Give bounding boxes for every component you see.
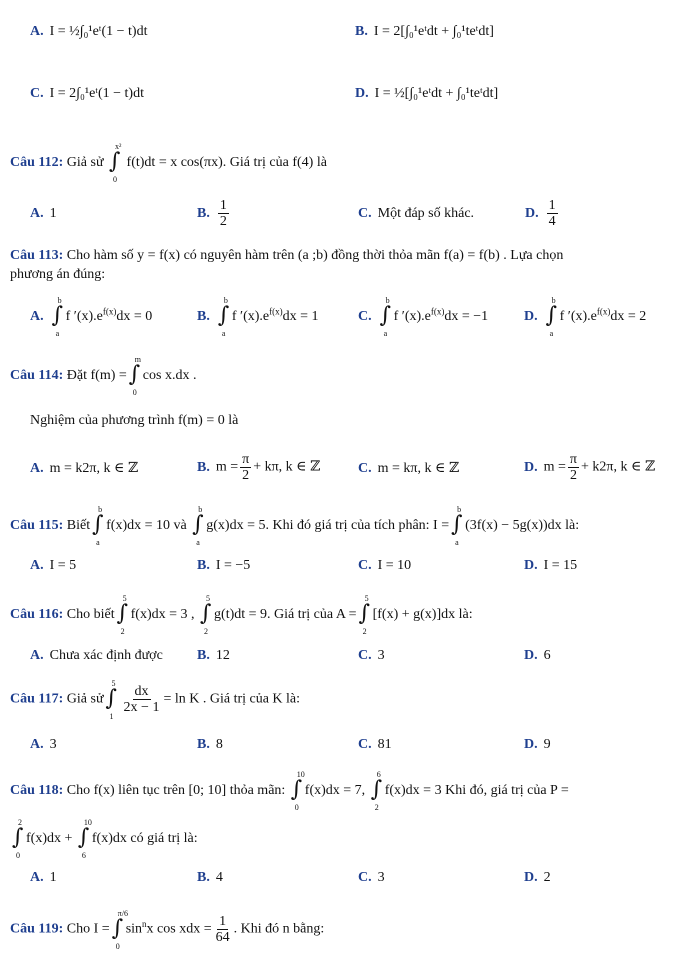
q115-option-c[interactable]: C. I = 10: [358, 558, 412, 573]
q118-option-b[interactable]: B. 4: [197, 870, 223, 885]
q115-label: Câu 115:: [10, 518, 64, 534]
q112-stem: [0, 140, 700, 184]
q112-option-b[interactable]: B. $\frac{1}{2}$: [197, 198, 227, 229]
q116-option-d[interactable]: D. 6: [524, 648, 551, 663]
q113-option-b[interactable]: B. ∫ b a f $'(x).e^{f(x)}dx = 1$: [197, 296, 319, 338]
q118-stem-2: ∫ 2 0 f(x)dx + ∫ 10 6 f(x)dx có giá trị là:: [12, 818, 198, 860]
q113-text: Cho hàm số y = f(x) có nguyên hàm trên (a ;b) đồng thời thỏa mãn f(a) = f(b) . Lựa chọn: [66, 248, 564, 263]
q112-tail: . Giá trị của f(4) là: [222, 155, 327, 171]
q114-option-d[interactable]: D. m = $\frac{\pi}{2}$ + k2π, k ∈ ℤ: [524, 452, 656, 483]
q117-option-b[interactable]: B. 8: [197, 737, 223, 752]
q112-lead: Giả sử: [66, 155, 104, 171]
q111-option-c[interactable]: C. I = 2∫₀¹eᵗ(1 − t)dt: [30, 86, 144, 101]
q113-text-2: phương án đúng:: [10, 267, 106, 282]
q111-options-row-2: [0, 80, 700, 116]
q115-option-a[interactable]: A. I = 5: [30, 558, 77, 573]
q115-stem: Câu 115: Biết ∫ b a f(x)dx = 10 và ∫ b a g(x)dx = 5. Khi đó giá trị của tích phân: I = ∫ b a (3f(x) − 5g(x))dx là:: [10, 505, 580, 547]
q117-label: Câu 117:: [10, 691, 64, 707]
q113-option-c[interactable]: C. ∫ b a f $'(x).e^{f(x)}dx = -1$: [358, 296, 489, 338]
q111-option-b[interactable]: B. I = 2[∫₀¹eᵗdt + ∫₀¹teᵗdt]: [355, 24, 494, 39]
q112-option-a[interactable]: A. 1: [30, 206, 57, 221]
q114-stem: Câu 114: Đặt f(m) = ∫ m 0 cos x.dx .: [10, 355, 197, 397]
q113-options: [0, 296, 700, 338]
q118-option-c[interactable]: C. 3: [358, 870, 385, 885]
q114-options: [0, 452, 700, 488]
q117-option-c[interactable]: C. 81: [358, 737, 392, 752]
q116-options: [0, 648, 700, 668]
q113-label: Câu 113:: [10, 248, 64, 263]
q114-option-b[interactable]: B. m = $\frac{\pi}{2}$ + kπ, k ∈ ℤ: [197, 452, 321, 483]
q114-option-c[interactable]: C. m = kπ, k ∈ ℤ: [358, 461, 460, 476]
q118-stem: Câu 118: Cho f(x) liên tục trên [0; 10] thỏa mãn: ∫ 10 0 f(x)dx = 7, ∫ 6 2 f(x)dx = 3 Khi đó, giá trị của P =: [10, 770, 569, 812]
q118-option-d[interactable]: D. 2: [524, 870, 551, 885]
q116-option-c[interactable]: C. 3: [358, 648, 385, 663]
q112-option-c[interactable]: C. Một đáp số khác.: [358, 206, 475, 221]
q118-label: Câu 118:: [10, 783, 64, 799]
q115-option-b[interactable]: B. I = −5: [197, 558, 251, 573]
q112-option-d[interactable]: D. $\frac{1}{4}$: [525, 198, 556, 229]
q115-options: [0, 558, 700, 578]
q112-options: [0, 198, 700, 234]
q111-option-a[interactable]: A. I = ½∫₀¹eᵗ(1 − t)dt: [30, 24, 148, 39]
q117-option-a[interactable]: A. 3: [30, 737, 57, 752]
q116-option-b[interactable]: B. 12: [197, 648, 230, 663]
q118-options: [0, 870, 700, 890]
q113-stem-line1: [0, 248, 700, 268]
q113-option-d[interactable]: D. ∫ b a f $'(x).e^{f(x)}dx = 2$: [524, 296, 647, 338]
q116-option-a[interactable]: A. Chưa xác định được: [30, 648, 163, 663]
q115-option-d[interactable]: D. I = 15: [524, 558, 578, 573]
q113-stem-line2: [0, 267, 700, 287]
integral-sign: ∫ x² 0: [109, 142, 122, 184]
q119-label: Câu 119:: [10, 921, 64, 937]
q111-options-row-1: [0, 18, 700, 54]
q111-option-d[interactable]: D. I = ½[∫₀¹eᵗdt + ∫₀¹teᵗdt]: [355, 86, 499, 101]
q118-option-a[interactable]: A. 1: [30, 870, 57, 885]
q117-options: [0, 737, 700, 757]
q112-integral: f(t)dt = x cos(πx): [126, 155, 223, 171]
q112-label: Câu 112:: [10, 155, 64, 171]
q114-line2: Nghiệm của phương trình f(m) = 0 là: [30, 413, 239, 428]
q116-label: Câu 116:: [10, 607, 64, 623]
q117-option-d[interactable]: D. 9: [524, 737, 551, 752]
q114-label: Câu 114:: [10, 368, 64, 384]
q117-stem: Câu 117: Giả sử ∫ 5 1 $\frac{dx}{2x - 1}$ = ln K . Giá trị của K là:: [10, 678, 301, 721]
q116-stem: Câu 116: Cho biết ∫ 5 2 f(x)dx = 3 , ∫ 5 2 g(t)dt = 9. Giá trị của A = ∫ 5 2 [f(x) + g(x)]dx là:: [10, 594, 473, 636]
q114-option-a[interactable]: A. m = k2π, k ∈ ℤ: [30, 461, 139, 476]
q119-stem: Câu 119: Cho I = ∫ π/6 0 $\sin^nx$ cos xdx = $\frac{1}{64}$ . Khi đó n bằng:: [10, 908, 325, 951]
q113-option-a[interactable]: A. ∫ b a f $'(x).e^{f(x)}dx = 0$: [30, 296, 153, 338]
